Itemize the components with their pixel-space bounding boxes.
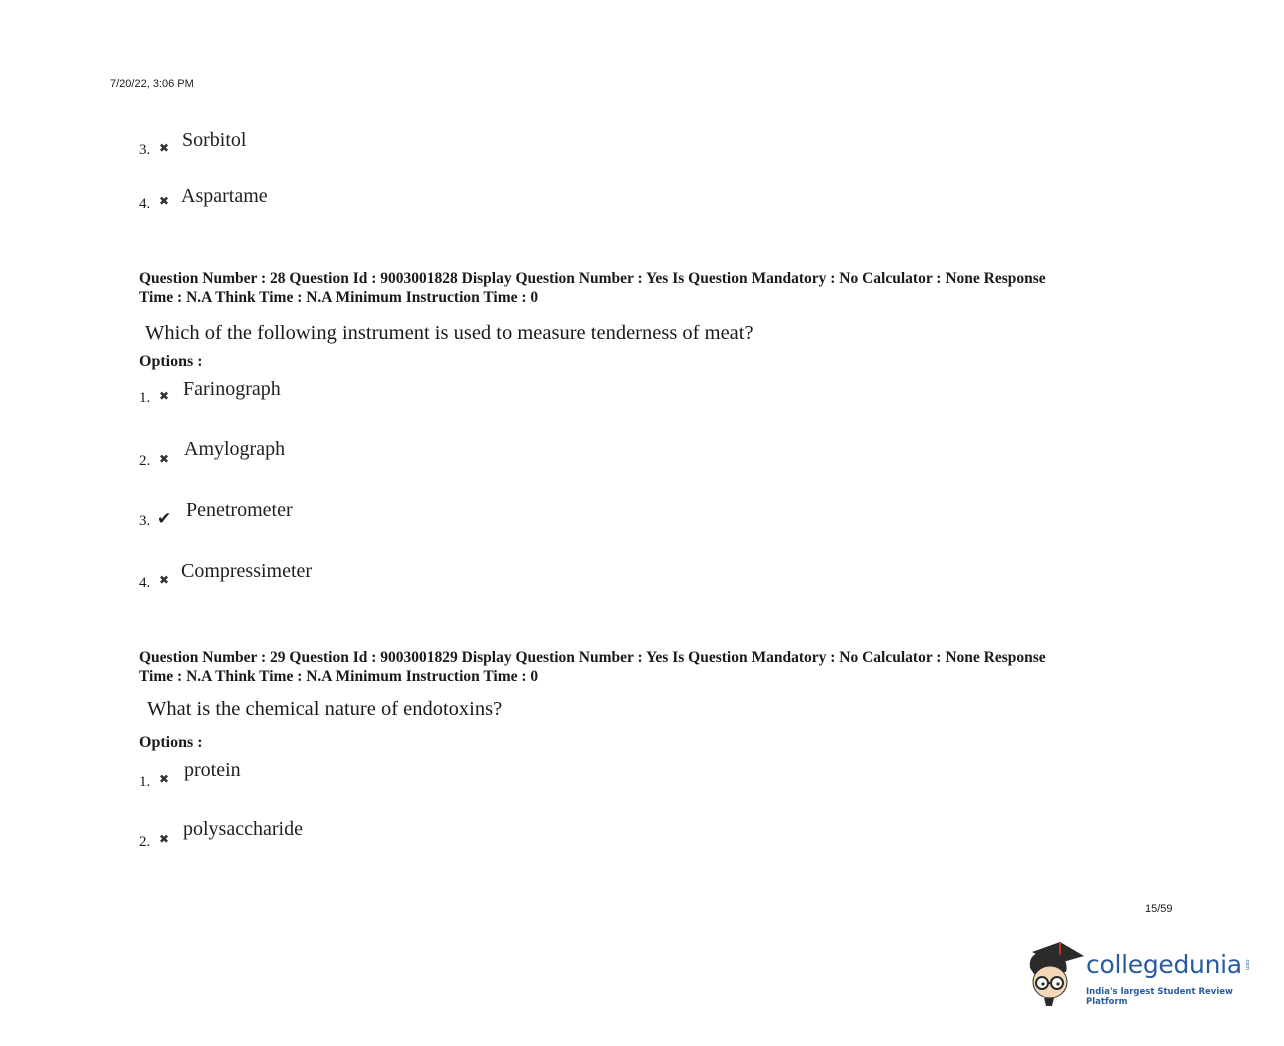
collegedunia-logo[interactable] (1024, 938, 1264, 1008)
option-number: 2. (139, 453, 151, 469)
wrong-mark-icon: ✖ (159, 389, 170, 403)
option-number: 2. (139, 834, 151, 850)
wrong-mark-icon: ✖ (159, 194, 170, 208)
option-text: Compressimeter (181, 560, 313, 582)
option-text: Aspartame (181, 185, 268, 207)
wrong-mark-icon: ✖ (159, 832, 170, 846)
question-text: What is the chemical nature of endotoxins? (147, 698, 503, 720)
options-label: Options : (139, 734, 203, 751)
logo-domain-suffix: .com (1244, 958, 1250, 971)
graduate-mascot-icon (1024, 938, 1086, 1008)
wrong-mark-icon: ✖ (159, 573, 170, 587)
correct-check-icon: ✔ (157, 509, 172, 528)
question-text: Which of the following instrument is used to measure tenderness of meat? (145, 322, 754, 344)
option-number: 1. (139, 774, 151, 790)
question-meta-line: Question Number : 28 Question Id : 9003001828 Display Question Number : Yes Is Question Mandatory : No Calculator : None Response (139, 270, 1046, 287)
option-number: 4. (139, 575, 151, 591)
logo-tagline: India's largest Student Review Platform (1086, 987, 1233, 1007)
option-text: Penetrometer (186, 499, 293, 521)
question-meta-line: Time : N.A Think Time : N.A Minimum Instruction Time : 0 (139, 668, 539, 685)
logo-wordmark: collegedunia (1086, 950, 1242, 979)
option-number: 4. (139, 196, 151, 212)
wrong-mark-icon: ✖ (159, 452, 170, 466)
option-number: 3. (139, 142, 151, 158)
question-meta-29 (139, 648, 1169, 686)
print-timestamp: 7/20/22, 3:06 PM (110, 78, 194, 90)
wrong-mark-icon: ✖ (159, 141, 170, 155)
page-number: 15/59 (1145, 903, 1173, 915)
question-meta-line: Question Number : 29 Question Id : 9003001829 Display Question Number : Yes Is Question Mandatory : No Calculator : None Response (139, 649, 1046, 666)
options-label: Options : (139, 353, 203, 370)
option-text: polysaccharide (183, 818, 303, 840)
option-text: Sorbitol (182, 129, 247, 151)
option-number: 3. (139, 513, 151, 529)
option-text: protein (184, 759, 241, 781)
option-text: Farinograph (183, 378, 281, 400)
question-meta-line: Time : N.A Think Time : N.A Minimum Instruction Time : 0 (139, 289, 539, 306)
option-number: 1. (139, 390, 151, 406)
wrong-mark-icon: ✖ (159, 772, 170, 786)
question-meta-28 (139, 269, 1169, 307)
option-text: Amylograph (184, 438, 286, 460)
